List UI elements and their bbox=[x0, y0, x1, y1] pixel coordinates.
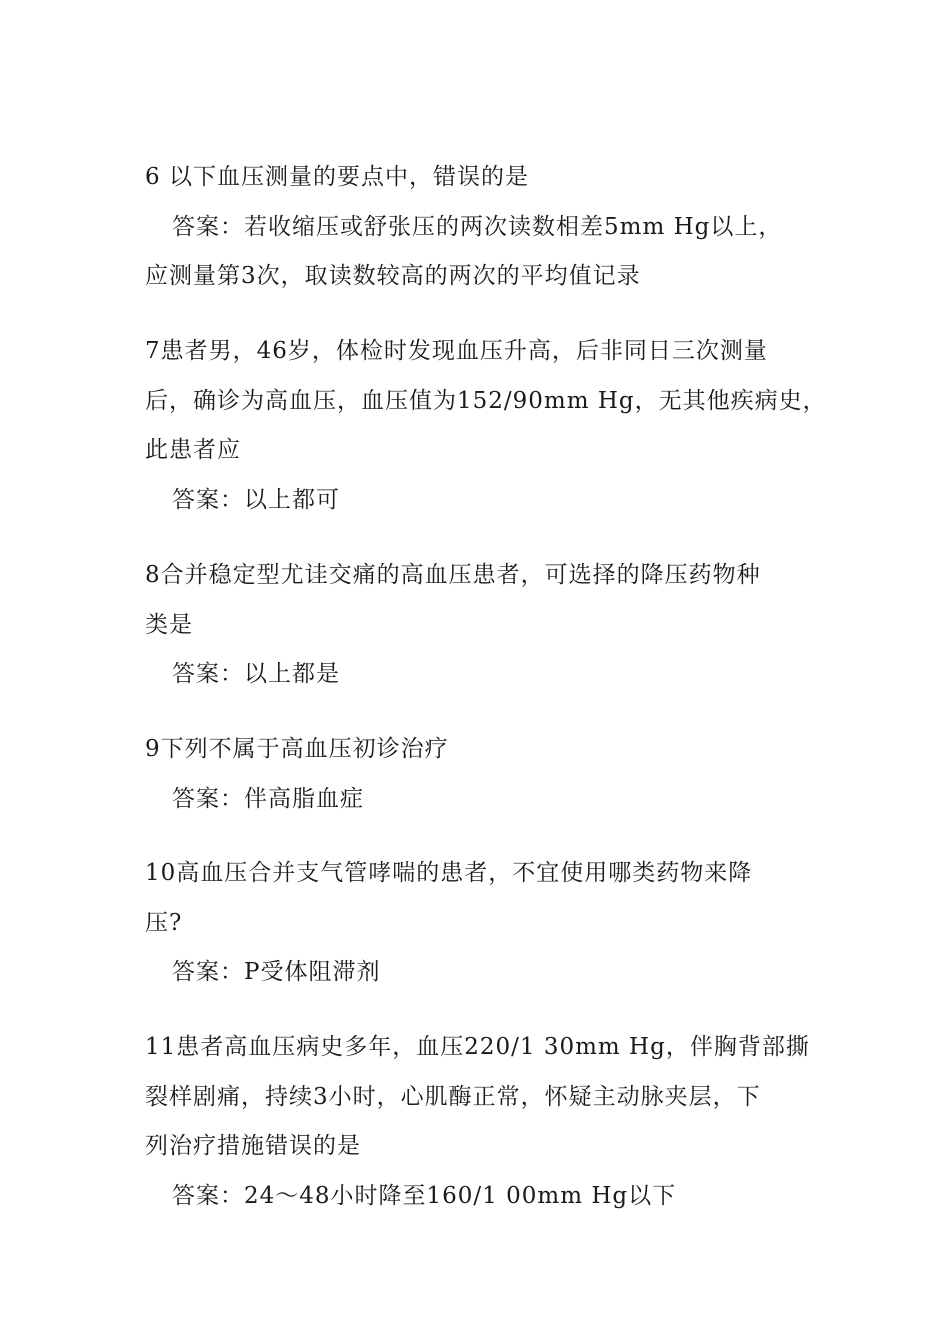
question-8-text-line-2: 类是 bbox=[145, 612, 193, 638]
question-7-answer: 答案：以上都可 bbox=[172, 487, 340, 513]
question-6-answer-continued: 应测量第3次，取读数较高的两次的平均值记录 bbox=[145, 263, 641, 289]
question-7-text-line-3: 此患者应 bbox=[145, 437, 241, 463]
question-8-text: 8合并稳定型尤诖交痛的高血压患者，可选择的降压药物种 bbox=[145, 562, 761, 588]
question-11-text-line-2: 裂样剧痛，持续3小时，心肌酶正常，怀疑主动脉夹层，下 bbox=[145, 1084, 761, 1110]
question-10-text-line-2: 压? bbox=[145, 910, 183, 936]
question-11-answer: 答案：24～48小时降至160/1 00mm Hg以下 bbox=[172, 1183, 677, 1209]
question-7-text-line-2: 后，确诊为高血压，血压值为152/90mm Hg，无其他疾病史， bbox=[145, 388, 827, 414]
question-7-text: 7患者男，46岁，体检时发现血压升高，后非同日三次测量 bbox=[145, 338, 768, 364]
question-11-text-line-3: 列治疗措施错误的是 bbox=[145, 1133, 361, 1159]
question-6-answer: 答案：若收缩压或舒张压的两次读数相差5mm Hg以上， bbox=[172, 214, 783, 240]
question-6-text: 6 以下血压测量的要点中，错误的是 bbox=[145, 164, 529, 190]
question-11-text: 11患者高血压病史多年，血压220/1 30mm Hg，伴胸背部撕 bbox=[145, 1034, 810, 1060]
question-10-text: 10高血压合并支气管哮喘的患者，不宜使用哪类药物来降 bbox=[145, 860, 753, 886]
question-9-text: 9下列不属于高血压初诊治疗 bbox=[145, 736, 449, 762]
question-8-answer: 答案：以上都是 bbox=[172, 661, 340, 687]
question-9-answer: 答案：伴高脂血症 bbox=[172, 786, 364, 812]
question-10-answer: 答案：P受体阻滞剂 bbox=[172, 959, 381, 985]
